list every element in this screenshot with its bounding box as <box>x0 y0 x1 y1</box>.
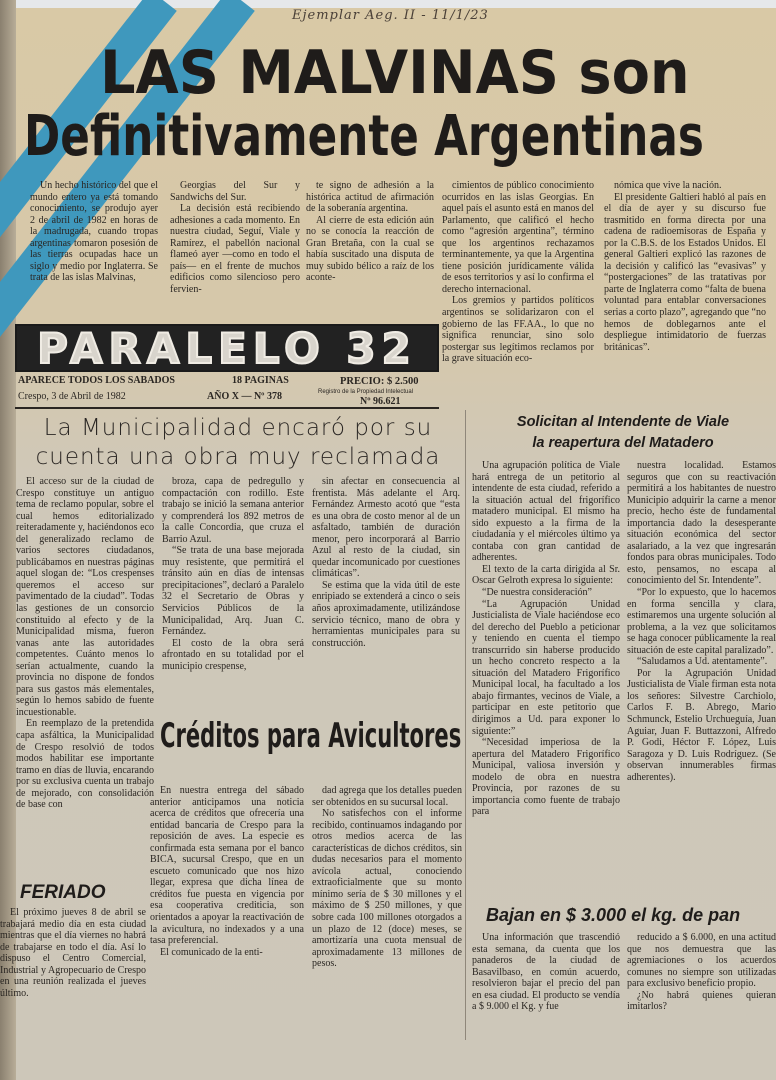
viale-column <box>472 460 620 896</box>
pan-column <box>472 932 620 1038</box>
lead-article-column <box>306 180 434 296</box>
paragraph: nuestra localidad. Estamos seguros que con su reactivación permitirá a los habitantes de nuestro Municipio adquirir la carne a menor precio, hecho éste de fundamental importancia dado la desesperante situación económica del sector asalariado, a la vez que ingresarán fondos para obras municipales. Todo esto, pensamos, no escapa al conocimiento del Sr. Intendente”. <box>627 460 776 587</box>
headline-line: Solicitan al Intendente de Viale <box>516 414 730 430</box>
paragraph: En reemplazo de la pretendida capa asfáltica, la Municipalidad de Crespo resolvió de todos modos habilitar ese importante tramo en días de lluvia, encarando por su exclusiva cuenta un trabajo de mejorado, con consolidación de base con <box>16 718 154 811</box>
paragraph: Una agrupación política de Viale hará entrega de un petitorio al intendente de esta ciudad, referido a la situación actual del frigorífico matadero municipal. El mismo ha sido expuesto a la firma de la ciudadanía y el miércoles último ya contaba con gran cantidad de adherentes. <box>472 460 620 564</box>
paragraph: nómica que vive la nación. <box>614 180 722 191</box>
divider <box>15 407 439 409</box>
feriado-column <box>0 907 146 1037</box>
lead-article-column <box>30 180 158 296</box>
paragraph: El acceso sur de la ciudad de Crespo constituye un antiguo tema de reclamo popular, sobre el cual hemos editorializado reiteradamente y, haciéndonos eco del generalizado reclamo de varios sectores ciudadanos, publicábamos en nuestras páginas aquel slogan de: “Los crespenses queremos el acceso sur pavimentado de la ciudad”. Todas las gestiones de un consorcio constituido al efecto y de la Municipalidad misma, fueron vanas ante las autoridades competentes. Cuánto menos lo serían actualmente, cuando la provincia no dispone de fondos para sus gastos más elementales, según lo hemos sabido de fuente incuestionable. <box>16 476 154 718</box>
paragraph: La decisión está recibiendo adhesiones a cada momento. En nuestra ciudad, Seguí, Viale y Ramírez, el pabellón nacional flameó ayer —como en todo el país— en el frente de muchos edificios como silencioso pero fervien- <box>170 203 300 295</box>
feriado-headline: FERIADO <box>20 882 106 903</box>
paragraph: “Saludamos a Ud. atentamente”. <box>637 656 768 668</box>
paragraph: “La Agrupación Unidad Justicialista de Viale haciéndose eco del derecho del Pueblo a peticionar y teniendo en cuenta el tiempo transcurrido sin haberse producido un hecho concreto respecto a la situación del Matadero Frigorífico Municipal local, ha facultado a los abajo firmantes, vecinos de Viale, a participar en este petitorio que dirigimos a Ud. para exponer lo siguiente:” <box>472 598 620 737</box>
lead-article-column <box>442 180 594 406</box>
lead-article-column <box>170 180 300 296</box>
municipalidad-headline <box>15 414 461 472</box>
headline-line1: LAS MALVINAS son <box>100 38 690 108</box>
masthead-name: PARALELO 32 <box>37 323 417 373</box>
headline-line2: Definitivamente Argentinas <box>24 104 704 169</box>
municipalidad-column <box>312 476 460 706</box>
viale-headline <box>470 412 776 454</box>
paragraph: cimientos de público conocimiento ocurridos en las islas Georgias. En aquel país el asunto está en manos del Parlamento, que calificó el hecho como “agresión argentina”, término que los argentinos rechazamos terminantemente, ya que la Argentina tiene posición jurídicamente válida de esos territorios y así lo confirma el derecho internacional. <box>442 180 594 295</box>
paragraph: El comunicado de la enti- <box>160 946 263 958</box>
lead-article-column <box>604 180 766 406</box>
creditos-headline: Créditos para Avicultores <box>160 716 462 756</box>
headline-line: La Municipalidad encaró por su <box>43 415 433 441</box>
pan-headline: Bajan en $ 3.000 el kg. de pan <box>486 905 741 925</box>
municipalidad-column <box>16 476 154 862</box>
creditos-column <box>312 785 462 1045</box>
paragraph: Una información que trascendió esta semana, da cuenta que los panaderos de la ciudad de Basavilbaso, en común acuerdo, resolvieron bajar el precio del pan en esa ciudad. El producto se vendía a $ 9.000 el Kg. y fue <box>472 932 620 1013</box>
paragraph: “Necesidad imperiosa de la apertura del Matadero Frigorífico Municipal, valiosa inversión y modelo de obra en nuestra Provincia, por razones de su importancia como fuente de trabajo para <box>472 737 620 818</box>
paragraph: No satisfechos con el informe recibido, continuamos indagando por otros medios acerca de las características de dichos créditos, sin dudas necesarios para el momento avícola actual, conociendo extraoficialmente que su monto mínimo sería de $ 30 millones y el máximo de $ 250 millones, y que sobre cada 100 millones otorgados a un plazo de 12 (doce) meses, se amortizaría una cuota mensual de aproximadamente 13 millones de pesos. <box>312 808 462 970</box>
paragraph: Por la Agrupación Unidad Justicialista de Viale firman esta nota los señores: Silvestre Carchiolo, Carlos F. B. Abrego, Mario Schmunck, Estelio Urchueguía, Juan Aguiar, Juan F. Buttazzoni, Alfredo P. Godi, Héctor F. López, Luis Saragoza y D. Luis Rodríguez. (Se observan innumerables firmas adherentes). <box>627 667 776 783</box>
paragraph: sin afectar en consecuencia al frentista. Más adelante el Arq. Fernández Armesto acotó que “esta es una obra de costo menor al de un asfaltado, también de duración menor, pero incorporará al Barrio Azul al resto de la ciudad, sin quedar incomunicado por cuestiones climáticas”. <box>312 476 460 580</box>
paragraph: Un hecho histórico del que el mundo entero ya está tomando conocimiento, se produjo ayer 2 de abril de 1982 en horas de la madrugada, cuando tropas argentinas tomaron posesión de las tierras ocupadas hace un siglo y medio por Inglaterra. Se trata de las islas Malvinas, <box>30 180 158 284</box>
paragraph: ¿No habrá quienes quieran imitarlos? <box>627 989 776 1013</box>
headline-line: la reapertura del Matadero <box>532 435 714 451</box>
paragraph: El próximo jueves 8 de abril se trabajará medio día en esta ciudad mientras que el día viernes no habrá de trabajarse en todo el día. Así lo dispuso el Centro Comercial, Industrial y Agropecuario de Crespo en una reunión realizada el jueves último. <box>0 907 146 999</box>
viale-column <box>627 460 776 896</box>
paragraph: Georgias del Sur y Sandwichs del Sur. <box>170 180 300 203</box>
paragraph: broza, capa de pedregullo y compactación con rodillo. Este trabajo se inició la semana anterior y comprenderá los 892 metros de la calle Concordia, que cruza el Barrio Azul. <box>162 476 304 545</box>
paragraph: te signo de adhesión a la histórica actitud de afirmación de la soberanía argentina. <box>306 180 434 215</box>
price: PRECIO: $ 2.500 <box>340 376 419 387</box>
handwritten-note: Ejemplar Aeg. II - 11/1/23 <box>292 8 489 23</box>
paragraph: El texto de la carta dirigida al Sr. Oscar Gelroth expresa lo siguiente: <box>472 563 620 587</box>
municipalidad-column <box>162 476 304 706</box>
paragraph: “Por lo expuesto, que lo hacemos en forma sencilla y clara, estimaremos una urgente solución al problema, a la vez que solicitamos se haga conocer públicamente la real situación de este capital paralizado”. <box>627 587 776 656</box>
paragraph: Los gremios y partidos políticos argentinos se solidarizaron con el gobierno de las FF.AA., lo que no significa renunciar, sino solo postergar sus legítimos reclamos por la grave situación eco- <box>442 295 594 365</box>
paragraph: Al cierre de esta edición aún no se conocía la reacción de Gran Bretaña, con la cual se había suscitado una disputa de muy subido bélico a raíz de los aconte- <box>306 214 434 284</box>
paragraph: Se estima que la vida útil de este enripiado se extenderá a cinco o seis años aproximadamente, utilizándose servicio técnico, mano de obra y herramientas municipales para su construcción. <box>312 579 460 649</box>
masthead-logo <box>15 324 439 372</box>
paragraph: El costo de la obra será afrontado en su totalidad por el municipio crespense, <box>162 637 304 672</box>
paragraph: dad agrega que los detalles pueden ser obtenidos en su sucursal local. <box>312 785 462 808</box>
paragraph: “Se trata de una base mejorada muy resistente, que permitirá el tránsito aún en días de intensas precipitaciones”, declaró a Paralelo 32 el Secretario de Obras y Servicios Públicos de la Municipalidad, Arq. Juan C. Fernández. <box>162 545 304 638</box>
frequency: APARECE TODOS LOS SABADOS <box>18 375 175 386</box>
place-date: Crespo, 3 de Abril de 1982 <box>18 391 126 402</box>
creditos-column <box>150 785 304 1045</box>
paragraph: En nuestra entrega del sábado anterior anticipamos una noticia acerca de créditos que ofrecería una entidad bancaria de Crespo para la reposición de aves. La especie es confirmada esta semana por el banco BICA, sucursal Crespo, que en un escueto comunicado que nos hizo llegar, expresa que dicha línea de créditos fue puesta en vigencia por esa cooperativa crediticia, son orientados a apoyar la reactivación de la avicultura, no indexados y a una tasa preferencial. <box>150 785 304 947</box>
pan-column <box>627 932 776 1038</box>
headline-line: cuenta una obra muy reclamada <box>35 444 441 470</box>
registry-number: Nº 96.621 <box>360 396 401 407</box>
issue-number: AÑO X — Nº 378 <box>207 391 282 402</box>
background-strip <box>0 0 776 8</box>
page-count: 18 PAGINAS <box>232 375 289 386</box>
paragraph: reducido a $ 6.000, en una actitud que nos demuestra que las agremiaciones o los acuerdos comunes no siempre son utilizadas para exclusivo beneficio propio. <box>627 932 776 990</box>
paragraph: El presidente Galtieri habló al país en el día de ayer y su discurso fue trasmitido en forma directa por una cadena de radioemisoras de España y por la C.B.S. de los Estados Unidos. El general Galtieri explicó las razones de la decisión y calificó las “evasivas” y “postergaciones” de las tratativas por parte de Inglaterra como “falta de buena voluntad para entablar conversaciones serias a corto plazo”, agregando que “no hemos de doblegarnos ante el despliegue intimidatorio de fuerzas británicas”. <box>604 191 766 353</box>
registry-label: Registro de la Propiedad Intelectual <box>318 389 414 395</box>
paragraph: “De nuestra consideración” <box>482 587 592 599</box>
column-divider <box>465 410 466 1040</box>
